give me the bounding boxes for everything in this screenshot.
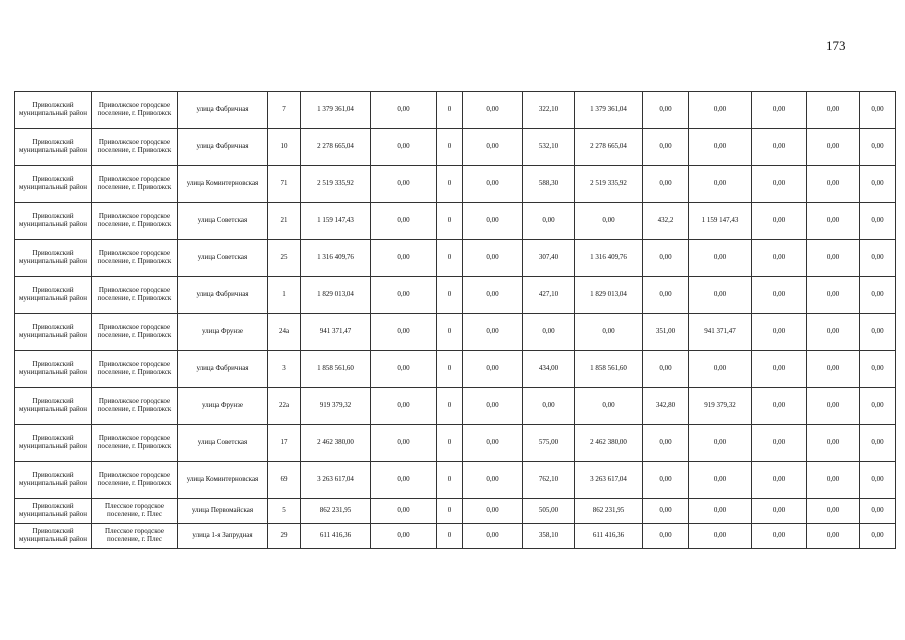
cell-area-col-9: 427,10 <box>523 277 575 314</box>
cell-cost-col-15: 0,00 <box>860 524 896 549</box>
cell-house-number: 17 <box>268 425 301 462</box>
cell-area-col-9: 575,00 <box>523 425 575 462</box>
cell-cost-col-13: 0,00 <box>752 166 807 203</box>
cell-settlement: Приволжское городское поселение, г. Приволжск <box>92 240 178 277</box>
cell-total-cost: 2 519 335,92 <box>301 166 371 203</box>
cell-cost-col-10: 0,00 <box>575 314 643 351</box>
cell-house-number: 22а <box>268 388 301 425</box>
cell-count-col-7: 0 <box>437 166 463 203</box>
cell-cost-col-6: 0,00 <box>371 129 437 166</box>
cell-cost-col-8: 0,00 <box>463 166 523 203</box>
cell-cost-col-14: 0,00 <box>807 425 860 462</box>
cell-cost-col-14: 0,00 <box>807 92 860 129</box>
cell-cost-col-6: 0,00 <box>371 462 437 499</box>
cell-cost-col-8: 0,00 <box>463 277 523 314</box>
cell-street: улица Советская <box>178 425 268 462</box>
cell-area-col-9: 505,00 <box>523 499 575 524</box>
cell-house-number: 21 <box>268 203 301 240</box>
cell-area-col-11: 432,2 <box>643 203 689 240</box>
cell-area-col-11: 0,00 <box>643 425 689 462</box>
cell-cost-col-10: 862 231,95 <box>575 499 643 524</box>
cell-cost-col-15: 0,00 <box>860 499 896 524</box>
cell-municipal-district: Приволжский муниципальный район <box>15 203 92 240</box>
cell-settlement: Плесское городское поселение, г. Плес <box>92 524 178 549</box>
cell-cost-col-12: 919 379,32 <box>689 388 752 425</box>
cell-cost-col-15: 0,00 <box>860 388 896 425</box>
cell-street: улица Первомайская <box>178 499 268 524</box>
table-row <box>15 351 896 388</box>
cell-cost-col-6: 0,00 <box>371 166 437 203</box>
table-row <box>15 203 896 240</box>
cell-area-col-11: 0,00 <box>643 499 689 524</box>
cell-total-cost: 1 379 361,04 <box>301 92 371 129</box>
cell-settlement: Приволжское городское поселение, г. Приволжск <box>92 92 178 129</box>
cell-cost-col-8: 0,00 <box>463 203 523 240</box>
cell-street: улица Коминтерновская <box>178 462 268 499</box>
cell-cost-col-12: 0,00 <box>689 499 752 524</box>
cell-settlement: Приволжское городское поселение, г. Приволжск <box>92 129 178 166</box>
cell-municipal-district: Приволжский муниципальный район <box>15 388 92 425</box>
cell-cost-col-8: 0,00 <box>463 462 523 499</box>
cell-area-col-11: 0,00 <box>643 277 689 314</box>
cell-cost-col-6: 0,00 <box>371 92 437 129</box>
cell-house-number: 1 <box>268 277 301 314</box>
cell-area-col-9: 762,10 <box>523 462 575 499</box>
cell-count-col-7: 0 <box>437 277 463 314</box>
cell-house-number: 5 <box>268 499 301 524</box>
table-row <box>15 388 896 425</box>
cell-count-col-7: 0 <box>437 351 463 388</box>
cell-count-col-7: 0 <box>437 425 463 462</box>
cell-cost-col-6: 0,00 <box>371 277 437 314</box>
cell-area-col-11: 351,00 <box>643 314 689 351</box>
table-row <box>15 129 896 166</box>
cell-settlement: Приволжское городское поселение, г. Приволжск <box>92 462 178 499</box>
table-row <box>15 462 896 499</box>
cell-house-number: 29 <box>268 524 301 549</box>
cell-area-col-9: 358,10 <box>523 524 575 549</box>
cell-house-number: 69 <box>268 462 301 499</box>
cell-cost-col-6: 0,00 <box>371 351 437 388</box>
cell-cost-col-13: 0,00 <box>752 129 807 166</box>
cell-cost-col-12: 0,00 <box>689 524 752 549</box>
cell-municipal-district: Приволжский муниципальный район <box>15 166 92 203</box>
cell-cost-col-10: 1 829 013,04 <box>575 277 643 314</box>
cell-area-col-11: 0,00 <box>643 462 689 499</box>
cell-cost-col-13: 0,00 <box>752 240 807 277</box>
cell-cost-col-15: 0,00 <box>860 351 896 388</box>
cell-cost-col-12: 1 159 147,43 <box>689 203 752 240</box>
cell-cost-col-6: 0,00 <box>371 425 437 462</box>
page-number: 173 <box>826 38 846 53</box>
table-row <box>15 314 896 351</box>
cell-total-cost: 1 858 561,60 <box>301 351 371 388</box>
cell-cost-col-14: 0,00 <box>807 129 860 166</box>
cell-total-cost: 1 316 409,76 <box>301 240 371 277</box>
cell-count-col-7: 0 <box>437 129 463 166</box>
cell-cost-col-13: 0,00 <box>752 425 807 462</box>
cell-total-cost: 1 829 013,04 <box>301 277 371 314</box>
cell-cost-col-10: 3 263 617,04 <box>575 462 643 499</box>
cell-cost-col-6: 0,00 <box>371 314 437 351</box>
cell-cost-col-14: 0,00 <box>807 351 860 388</box>
cell-cost-col-8: 0,00 <box>463 388 523 425</box>
cell-cost-col-10: 0,00 <box>575 388 643 425</box>
cell-total-cost: 3 263 617,04 <box>301 462 371 499</box>
cell-count-col-7: 0 <box>437 240 463 277</box>
cell-municipal-district: Приволжский муниципальный район <box>15 462 92 499</box>
table-row <box>15 166 896 203</box>
cell-cost-col-8: 0,00 <box>463 129 523 166</box>
cell-cost-col-15: 0,00 <box>860 203 896 240</box>
cell-cost-col-15: 0,00 <box>860 240 896 277</box>
cell-count-col-7: 0 <box>437 499 463 524</box>
cell-cost-col-10: 0,00 <box>575 203 643 240</box>
cell-cost-col-12: 0,00 <box>689 462 752 499</box>
cell-cost-col-6: 0,00 <box>371 240 437 277</box>
cell-cost-col-14: 0,00 <box>807 314 860 351</box>
table-body <box>15 92 896 549</box>
cell-settlement: Приволжское городское поселение, г. Приволжск <box>92 277 178 314</box>
cell-cost-col-10: 2 278 665,04 <box>575 129 643 166</box>
cell-cost-col-12: 0,00 <box>689 92 752 129</box>
cell-street: улица Фабричная <box>178 92 268 129</box>
cell-cost-col-6: 0,00 <box>371 524 437 549</box>
cell-area-col-11: 0,00 <box>643 92 689 129</box>
cell-cost-col-15: 0,00 <box>860 166 896 203</box>
cell-cost-col-12: 0,00 <box>689 351 752 388</box>
cell-cost-col-12: 0,00 <box>689 277 752 314</box>
cell-settlement: Приволжское городское поселение, г. Приволжск <box>92 166 178 203</box>
cell-cost-col-15: 0,00 <box>860 277 896 314</box>
cell-cost-col-13: 0,00 <box>752 351 807 388</box>
cell-cost-col-6: 0,00 <box>371 388 437 425</box>
cell-area-col-11: 0,00 <box>643 166 689 203</box>
table-row <box>15 92 896 129</box>
cell-municipal-district: Приволжский муниципальный район <box>15 92 92 129</box>
cell-house-number: 10 <box>268 129 301 166</box>
cell-total-cost: 2 278 665,04 <box>301 129 371 166</box>
cell-municipal-district: Приволжский муниципальный район <box>15 129 92 166</box>
cell-total-cost: 1 159 147,43 <box>301 203 371 240</box>
cell-cost-col-12: 0,00 <box>689 240 752 277</box>
cell-house-number: 24а <box>268 314 301 351</box>
cell-municipal-district: Приволжский муниципальный район <box>15 524 92 549</box>
cell-cost-col-15: 0,00 <box>860 462 896 499</box>
program-table <box>14 91 896 549</box>
cell-settlement: Приволжское городское поселение, г. Приволжск <box>92 314 178 351</box>
cell-cost-col-14: 0,00 <box>807 499 860 524</box>
cell-count-col-7: 0 <box>437 462 463 499</box>
cell-settlement: Плесское городское поселение, г. Плес <box>92 499 178 524</box>
cell-cost-col-13: 0,00 <box>752 92 807 129</box>
cell-cost-col-15: 0,00 <box>860 92 896 129</box>
cell-municipal-district: Приволжский муниципальный район <box>15 351 92 388</box>
cell-area-col-11: 342,80 <box>643 388 689 425</box>
cell-cost-col-8: 0,00 <box>463 92 523 129</box>
cell-cost-col-15: 0,00 <box>860 425 896 462</box>
cell-house-number: 71 <box>268 166 301 203</box>
cell-cost-col-12: 0,00 <box>689 166 752 203</box>
cell-settlement: Приволжское городское поселение, г. Приволжск <box>92 388 178 425</box>
cell-count-col-7: 0 <box>437 92 463 129</box>
cell-count-col-7: 0 <box>437 314 463 351</box>
cell-area-col-9: 0,00 <box>523 388 575 425</box>
cell-cost-col-12: 0,00 <box>689 425 752 462</box>
cell-cost-col-14: 0,00 <box>807 524 860 549</box>
cell-cost-col-14: 0,00 <box>807 203 860 240</box>
cell-settlement: Приволжское городское поселение, г. Приволжск <box>92 425 178 462</box>
cell-cost-col-10: 2 462 380,00 <box>575 425 643 462</box>
cell-cost-col-8: 0,00 <box>463 240 523 277</box>
cell-cost-col-10: 2 519 335,92 <box>575 166 643 203</box>
cell-area-col-9: 434,00 <box>523 351 575 388</box>
cell-cost-col-14: 0,00 <box>807 240 860 277</box>
cell-street: улица Коминтерновская <box>178 166 268 203</box>
cell-municipal-district: Приволжский муниципальный район <box>15 499 92 524</box>
cell-municipal-district: Приволжский муниципальный район <box>15 314 92 351</box>
cell-cost-col-15: 0,00 <box>860 129 896 166</box>
cell-cost-col-6: 0,00 <box>371 203 437 240</box>
cell-total-cost: 611 416,36 <box>301 524 371 549</box>
cell-cost-col-8: 0,00 <box>463 425 523 462</box>
cell-cost-col-10: 1 379 361,04 <box>575 92 643 129</box>
table-row <box>15 499 896 524</box>
cell-count-col-7: 0 <box>437 524 463 549</box>
cell-area-col-11: 0,00 <box>643 351 689 388</box>
cell-cost-col-13: 0,00 <box>752 388 807 425</box>
cell-municipal-district: Приволжский муниципальный район <box>15 425 92 462</box>
cell-cost-col-13: 0,00 <box>752 524 807 549</box>
cell-settlement: Приволжское городское поселение, г. Приволжск <box>92 351 178 388</box>
cell-total-cost: 941 371,47 <box>301 314 371 351</box>
cell-total-cost: 2 462 380,00 <box>301 425 371 462</box>
cell-count-col-7: 0 <box>437 388 463 425</box>
cell-street: улица 1-я Запрудная <box>178 524 268 549</box>
cell-area-col-9: 0,00 <box>523 203 575 240</box>
cell-cost-col-10: 611 416,36 <box>575 524 643 549</box>
cell-cost-col-12: 0,00 <box>689 129 752 166</box>
cell-area-col-11: 0,00 <box>643 524 689 549</box>
table-row <box>15 524 896 549</box>
cell-cost-col-6: 0,00 <box>371 499 437 524</box>
cell-cost-col-13: 0,00 <box>752 203 807 240</box>
cell-total-cost: 919 379,32 <box>301 388 371 425</box>
cell-cost-col-10: 1 316 409,76 <box>575 240 643 277</box>
table-row <box>15 277 896 314</box>
cell-cost-col-14: 0,00 <box>807 462 860 499</box>
cell-area-col-11: 0,00 <box>643 240 689 277</box>
cell-municipal-district: Приволжский муниципальный район <box>15 240 92 277</box>
cell-cost-col-10: 1 858 561,60 <box>575 351 643 388</box>
cell-cost-col-8: 0,00 <box>463 524 523 549</box>
cell-street: улица Советская <box>178 203 268 240</box>
cell-street: улица Фабричная <box>178 351 268 388</box>
cell-area-col-9: 307,40 <box>523 240 575 277</box>
cell-cost-col-8: 0,00 <box>463 499 523 524</box>
cell-area-col-9: 532,10 <box>523 129 575 166</box>
cell-house-number: 3 <box>268 351 301 388</box>
cell-cost-col-14: 0,00 <box>807 277 860 314</box>
cell-house-number: 7 <box>268 92 301 129</box>
cell-street: улица Фабричная <box>178 277 268 314</box>
cell-total-cost: 862 231,95 <box>301 499 371 524</box>
table-row <box>15 425 896 462</box>
cell-cost-col-14: 0,00 <box>807 388 860 425</box>
cell-cost-col-13: 0,00 <box>752 499 807 524</box>
cell-cost-col-15: 0,00 <box>860 314 896 351</box>
cell-municipal-district: Приволжский муниципальный район <box>15 277 92 314</box>
cell-area-col-9: 588,30 <box>523 166 575 203</box>
table-row <box>15 240 896 277</box>
cell-street: улица Фабричная <box>178 129 268 166</box>
cell-cost-col-8: 0,00 <box>463 314 523 351</box>
cell-area-col-9: 0,00 <box>523 314 575 351</box>
cell-cost-col-13: 0,00 <box>752 277 807 314</box>
cell-settlement: Приволжское городское поселение, г. Приволжск <box>92 203 178 240</box>
cell-cost-col-13: 0,00 <box>752 314 807 351</box>
cell-street: улица Фрунзе <box>178 314 268 351</box>
cell-area-col-9: 322,10 <box>523 92 575 129</box>
cell-street: улица Советская <box>178 240 268 277</box>
cell-cost-col-13: 0,00 <box>752 462 807 499</box>
cell-house-number: 25 <box>268 240 301 277</box>
cell-cost-col-12: 941 371,47 <box>689 314 752 351</box>
cell-cost-col-8: 0,00 <box>463 351 523 388</box>
cell-count-col-7: 0 <box>437 203 463 240</box>
cell-cost-col-14: 0,00 <box>807 166 860 203</box>
cell-street: улица Фрунзе <box>178 388 268 425</box>
cell-area-col-11: 0,00 <box>643 129 689 166</box>
